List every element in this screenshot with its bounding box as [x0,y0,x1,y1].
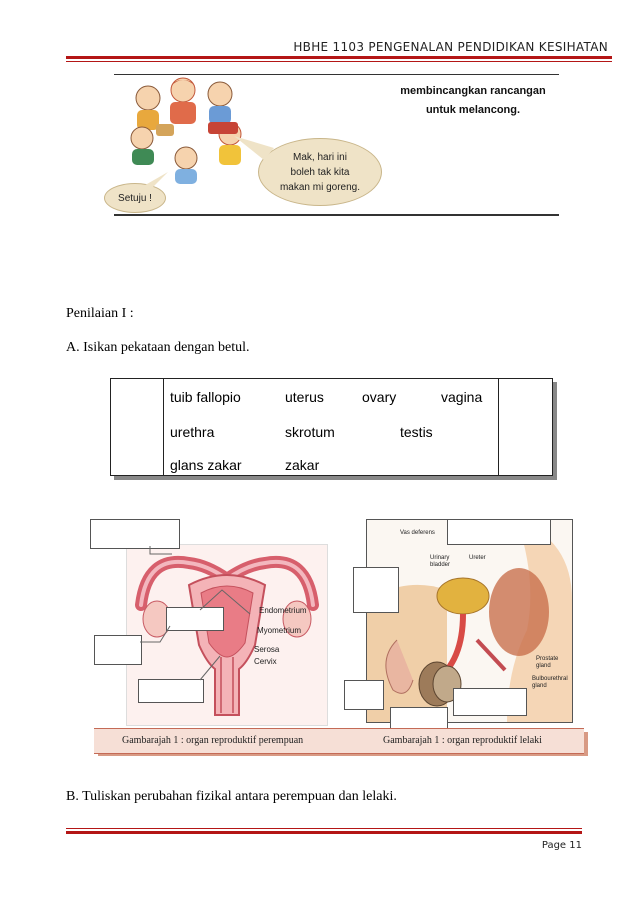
speech-bubble-right: Mak, hari ini boleh tak kita makan mi goreng. [258,138,382,206]
child-figure [136,86,160,130]
word-bank-divider-right [498,379,499,475]
word-chip: skrotum [285,424,335,440]
activity-panel-bottom-rule [114,214,559,216]
word-chip: glans zakar [170,457,242,473]
part-a-instruction: A. Isikan pekataan dengan betul. [66,340,250,355]
label-myometrium: Myometrium [257,626,302,635]
label-cervix: Cervix [254,657,277,666]
children-illustration [120,76,260,184]
answer-box[interactable] [447,519,551,545]
word-chip: zakar [285,457,320,473]
label-ureter: Ureter [469,555,486,561]
label-endometrium: Endometrium [259,606,307,615]
answer-box[interactable] [344,680,384,710]
female-diagram-caption: Gambarajah 1 : organ reproduktif perempuan [122,735,304,746]
answer-box[interactable] [453,688,527,716]
label-prostate-gland: Prostate gland [536,656,559,669]
answer-box[interactable] [353,567,399,613]
activity-instruction: membincangkan rancangan untuk melancong. [400,85,546,116]
header-rule [66,56,612,59]
part-b-instruction: B. Tuliskan perubahan fizikal antara perempuan dan lelaki. [66,789,397,804]
book-icon [208,122,238,134]
activity-panel-top-rule [114,74,559,75]
child-figure [175,147,197,184]
word-chip: testis [400,424,433,440]
word-chip: vagina [441,389,483,405]
speech-bubble-tail [140,172,170,188]
word-chip: uterus [285,389,324,405]
label-bulbourethral-gland: Bulbourethral gland [532,676,568,689]
child-figure [131,127,154,165]
footer-rule [66,828,582,829]
document-header-title: HBHE 1103 PENGENALAN PENDIDIKAN KESIHATAN [293,40,608,54]
label-vas-deferens: Vas deferens [400,530,435,536]
child-figure [208,82,232,124]
leader-lines-female [130,530,260,690]
page-number: Page 11 [541,840,582,851]
male-diagram-caption: Gambarajah 1 : organ reproduktif lelaki [383,735,542,746]
label-urinary-bladder: Urinary bladder [430,555,451,568]
footer-rule-thick [66,831,582,834]
word-bank-divider-left [163,379,164,475]
word-chip: ovary [362,389,397,405]
child-figure [170,78,196,124]
speech-bubble-left: Setuju ! [104,183,166,213]
book-icon [156,124,174,136]
header-rule-thin [66,61,612,62]
word-chip: tuib fallopio [170,389,241,405]
label-serosa: Serosa [254,645,280,654]
speech-bubble-tail [234,136,274,160]
assessment-title: Penilaian I : [66,306,134,321]
word-chip: urethra [170,424,215,440]
